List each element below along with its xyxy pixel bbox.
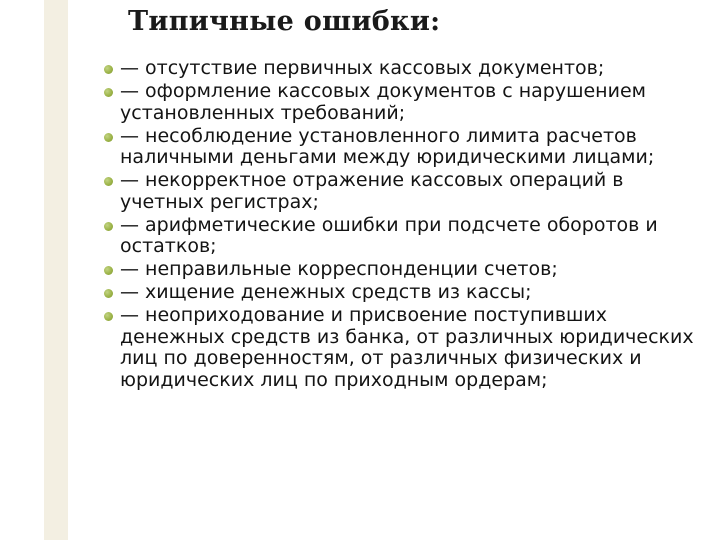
list-item (120, 126, 710, 169)
bullet-icon (104, 222, 113, 231)
list-item-text: — неправильные корреспонденции счетов; (120, 258, 558, 280)
list-item (120, 58, 710, 80)
list-item-text: — неоприходование и присвоение поступивших денежных средств из банка, от различных юридических лиц по доверенностям, от различных физических и юридических лиц по приходным ордерам; (120, 304, 694, 391)
list-item-text: — некорректное отражение кассовых операций в учетных регистрах; (120, 169, 624, 213)
bullet-icon (104, 289, 113, 298)
list-item (120, 259, 710, 281)
list-item (120, 305, 710, 391)
list-item-text: — оформление кассовых документов с нарушением установленных требований; (120, 80, 646, 124)
list-item-text: — отсутствие первичных кассовых документов; (120, 57, 605, 79)
bullet-icon (104, 177, 113, 186)
bullet-icon (104, 266, 113, 275)
error-list (120, 58, 710, 393)
decorative-band (44, 0, 68, 540)
list-item-text: — несоблюдение установленного лимита расчетов наличными деньгами между юридическими лицами; (120, 124, 655, 168)
bullet-icon (104, 88, 113, 97)
list-item-text: — арифметические ошибки при подсчете оборотов и остатков; (120, 213, 658, 257)
list-item (120, 170, 710, 213)
bullet-icon (104, 133, 113, 142)
list-item (120, 215, 710, 258)
list-item (120, 81, 710, 124)
bullet-icon (104, 312, 113, 321)
bullet-icon (104, 65, 113, 74)
list-item-text: — хищение денежных средств из кассы; (120, 281, 532, 303)
slide-title: Типичные ошибки: (128, 6, 441, 37)
list-item (120, 282, 710, 304)
